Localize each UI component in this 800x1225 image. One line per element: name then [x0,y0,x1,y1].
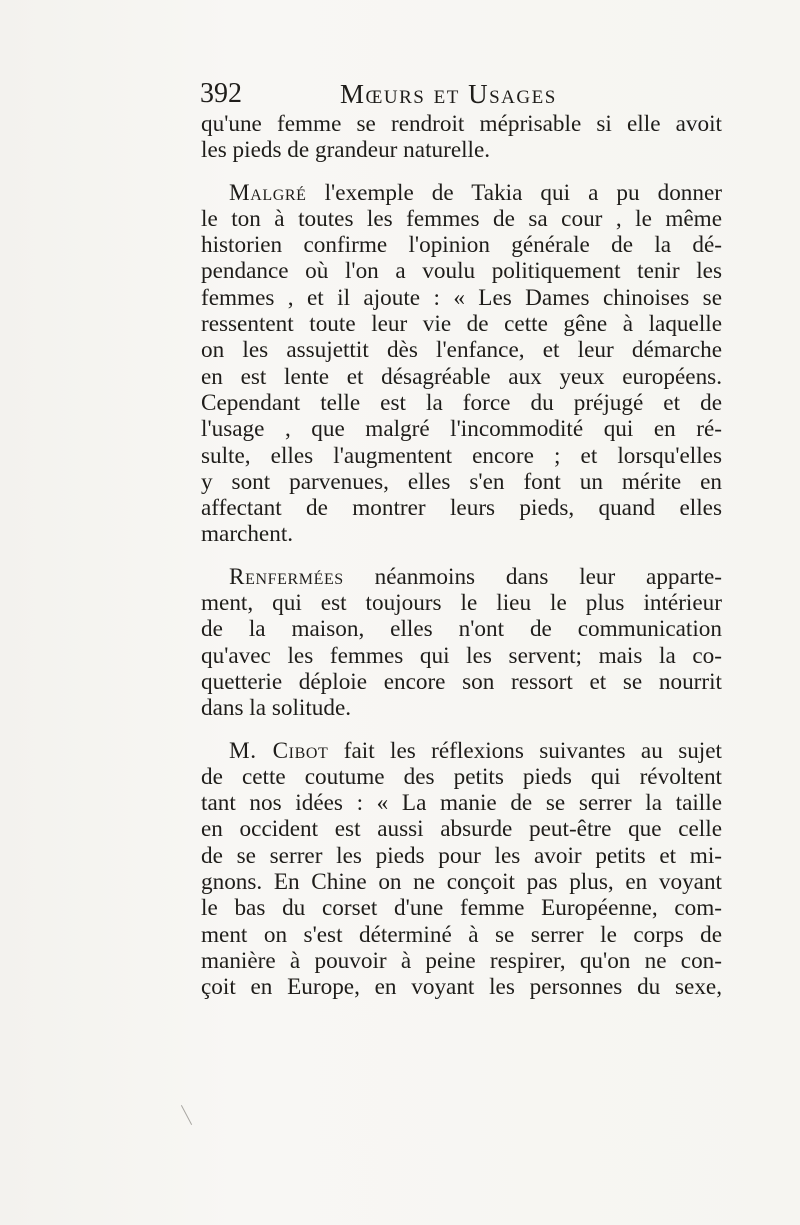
text-line: Cependant telle est la force du préjugé et de [201,389,722,416]
paragraph-2 [201,180,722,548]
text-line: çoit en Europe, en voyant les personnes du sexe, [201,974,722,1001]
text-line: qu'une femme se rendroit méprisable si elle avoit [201,111,722,137]
running-title: Mœurs et Usages [340,79,557,109]
paragraph-1 [201,111,722,164]
body-text [201,111,722,1001]
paragraph-lead-word: Renfermées [229,563,344,590]
paper-mark [181,1105,192,1125]
page-header [200,74,720,114]
text-line: en occident est aussi absurde peut-être que celle [201,816,722,843]
text-line: gnons. En Chine on ne conçoit pas plus, en voyant [201,869,722,896]
text-run: néanmoins dans leur apparte- [343,563,722,590]
text-line: ment, qui est toujours le lieu le plus intérieur [201,590,722,617]
text-line: en est lente et désagréable aux yeux européens. [201,363,722,390]
text-line: de cette coutume des petits pieds qui révoltent [201,763,722,790]
page-number: 392 [200,78,242,109]
paragraph-3 [201,564,722,722]
paragraph-4 [201,738,722,1001]
text-line: on les assujettit dès l'enfance, et leur démarche [201,337,722,364]
text-line [201,564,722,590]
text-line: y sont parvenues, elles s'en font un mérite en [201,468,722,495]
text-line: affectant de montrer leurs pieds, quand elles [201,495,722,522]
text-line: qu'avec les femmes qui les servent; mais la co- [201,642,722,669]
text-line: ressentent toute leur vie de cette gêne à laquelle [201,311,722,338]
text-line [201,180,722,206]
text-line: l'usage , que malgré l'incommodité qui en ré- [201,416,722,443]
text-line: dans la solitude. [201,695,352,722]
text-line: le bas du corset d'une femme Européenne, com- [201,895,722,922]
text-line: femmes , et il ajoute : « Les Dames chinoises se [201,284,722,311]
text-line: tant nos idées : « La manie de se serrer la taille [201,790,722,817]
text-run: l'exemple de Takia qui a pu donner [306,179,722,206]
text-line: de la maison, elles n'ont de communication [201,616,722,643]
text-line: sulte, elles l'augmentent encore ; et lorsqu'elles [201,442,722,469]
text-line: historien confirme l'opinion générale de la dé- [201,232,722,259]
text-run: fait les réflexions suivantes au sujet [328,737,722,764]
paragraph-lead-word: M. Cibot [229,737,329,764]
text-line: pendance où l'on a voulu politiquement tenir les [201,258,722,285]
text-line: le ton à toutes les femmes de sa cour , le même [201,205,722,232]
text-line [201,738,722,764]
paragraph-lead-word: Malgré [229,179,307,206]
text-line: manière à pouvoir à peine respirer, qu'on ne con- [201,947,722,974]
text-line: de se serrer les pieds pour les avoir petits et mi- [201,842,722,869]
text-line: quetterie déploie encore son ressort et se nourrit [201,668,722,695]
text-line: les pieds de grandeur naturelle. [201,137,491,164]
text-line: marchent. [201,521,294,548]
text-line: ment on s'est déterminé à se serrer le corps de [201,921,722,948]
